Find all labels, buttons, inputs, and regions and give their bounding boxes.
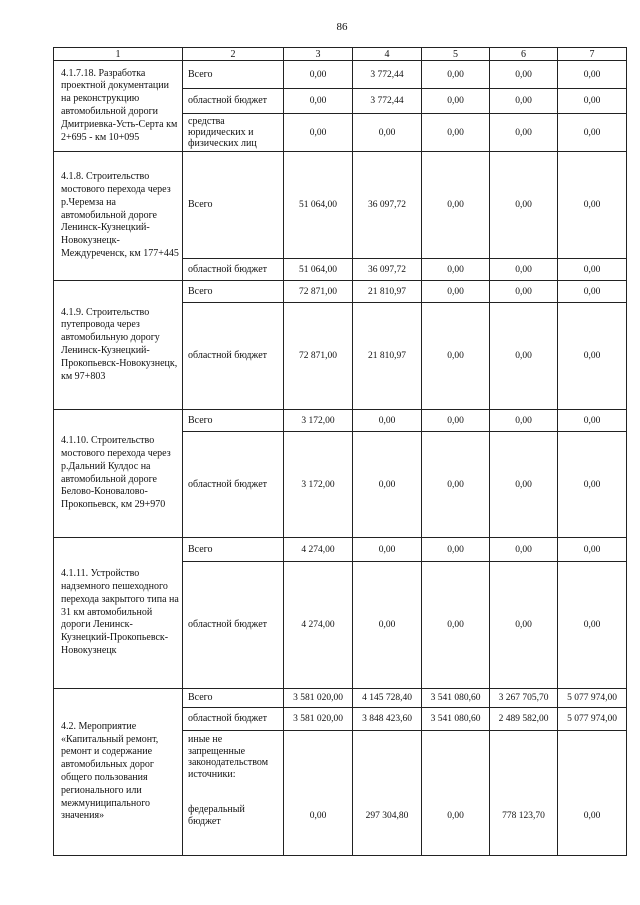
funding-source: Всего: [183, 410, 284, 432]
table-row: [54, 281, 627, 303]
value-col-6: 0,00: [490, 303, 558, 410]
value-col-5: 0,00: [422, 61, 490, 89]
value-col-4: 0,00: [353, 410, 422, 432]
value-col-5: 0,00: [422, 410, 490, 432]
value-col-6: 0,00: [490, 281, 558, 303]
funding-source-label: иные не запрещенные законодательством источники:: [188, 734, 269, 780]
value-col-7: 0,00: [558, 259, 627, 281]
value-col-5: 0,00: [422, 281, 490, 303]
value-col-5: 3 541 080,60: [422, 708, 490, 731]
value-col-5: 0,00: [422, 432, 490, 538]
value-col-6: 0,00: [490, 259, 558, 281]
value-col-3: 4 274,00: [284, 562, 353, 689]
value-col-7: 5 077 974,00: [558, 689, 627, 708]
value-col-7: 0,00: [558, 538, 627, 562]
value-col-4: 36 097,72: [353, 152, 422, 259]
value-col-3: 4 274,00: [284, 538, 353, 562]
column-number-1: 1: [54, 48, 183, 61]
funding-source: средства юридических и физических лиц: [183, 114, 284, 152]
value-col-4: 297 304,80: [353, 731, 422, 856]
value-col-4: 4 145 728,40: [353, 689, 422, 708]
funding-source: [183, 731, 284, 856]
table-row: [54, 61, 627, 89]
funding-source: Всего: [183, 538, 284, 562]
funding-source: областной бюджет: [183, 303, 284, 410]
funding-source: Всего: [183, 152, 284, 259]
value-col-6: 0,00: [490, 538, 558, 562]
value-col-5: 3 541 080,60: [422, 689, 490, 708]
value-col-6: 778 123,70: [490, 731, 558, 856]
value-col-5: 0,00: [422, 538, 490, 562]
value-col-5: 0,00: [422, 731, 490, 856]
measure-title: 4.2. Мероприятие «Капитальный ремонт, ремонт и содержание автомобильных дорог общего пользования регионального или межмуниципального значения»: [54, 689, 183, 856]
value-col-6: 0,00: [490, 114, 558, 152]
funding-source: областной бюджет: [183, 562, 284, 689]
column-number-3: 3: [284, 48, 353, 61]
value-col-7: 0,00: [558, 152, 627, 259]
value-col-7: 0,00: [558, 410, 627, 432]
value-col-5: 0,00: [422, 152, 490, 259]
value-col-5: 0,00: [422, 562, 490, 689]
funding-source: Всего: [183, 61, 284, 89]
value-col-7: 0,00: [558, 303, 627, 410]
value-col-5: 0,00: [422, 259, 490, 281]
value-col-7: 0,00: [558, 61, 627, 89]
column-number-2: 2: [183, 48, 284, 61]
value-col-3: 3 581 020,00: [284, 689, 353, 708]
value-col-3: 72 871,00: [284, 303, 353, 410]
value-col-5: 0,00: [422, 303, 490, 410]
funding-source: областной бюджет: [183, 708, 284, 731]
column-number-4: 4: [353, 48, 422, 61]
value-col-4: 0,00: [353, 432, 422, 538]
value-col-6: 0,00: [490, 562, 558, 689]
funding-source: областной бюджет: [183, 259, 284, 281]
value-col-4: 3 772,44: [353, 89, 422, 114]
table-row: [54, 410, 627, 432]
budget-table: [53, 47, 627, 856]
header-row: [54, 48, 627, 61]
value-col-6: 0,00: [490, 410, 558, 432]
measure-title: 4.1.11. Устройство надземного пешеходного перехода закрытого типа на 31 км автомобильной дороги Ленинск-Кузнецкий-Прокопьевск-Новокузнецк: [54, 538, 183, 689]
value-col-4: 36 097,72: [353, 259, 422, 281]
funding-source: Всего: [183, 281, 284, 303]
page-number: 86: [336, 21, 348, 33]
value-col-3: 3 172,00: [284, 432, 353, 538]
value-col-6: 0,00: [490, 432, 558, 538]
value-col-4: 21 810,97: [353, 303, 422, 410]
table-row: [54, 689, 627, 708]
column-number-5: 5: [422, 48, 490, 61]
value-col-6: 0,00: [490, 152, 558, 259]
measure-title: 4.1.9. Строительство путепровода через автомобильную дорогу Ленинск-Кузнецкий-Прокопьевск-Новокузнецк, км 97+803: [54, 281, 183, 410]
funding-source: областной бюджет: [183, 432, 284, 538]
measure-title: 4.1.7.18. Разработка проектной документации на реконструкцию автомобильной дороги Дмитриевка-Усть-Серта км 2+695 - км 10+095: [54, 61, 183, 152]
value-col-3: 0,00: [284, 731, 353, 856]
value-col-4: 0,00: [353, 538, 422, 562]
column-number-6: 6: [490, 48, 558, 61]
measure-title: 4.1.10. Строительство мостового перехода через р.Дальний Кулдос на автомобильной дороге Белово-Коновалово-Прокопьевск, км 29+970: [54, 410, 183, 538]
value-col-5: 0,00: [422, 114, 490, 152]
funding-source: областной бюджет: [183, 89, 284, 114]
value-col-3: 51 064,00: [284, 152, 353, 259]
value-col-4: 3 848 423,60: [353, 708, 422, 731]
value-col-3: 51 064,00: [284, 259, 353, 281]
funding-source: Всего: [183, 689, 284, 708]
column-number-7: 7: [558, 48, 627, 61]
value-col-7: 0,00: [558, 89, 627, 114]
value-col-3: 3 581 020,00: [284, 708, 353, 731]
value-col-7: 0,00: [558, 114, 627, 152]
value-col-6: 2 489 582,00: [490, 708, 558, 731]
value-col-3: 0,00: [284, 89, 353, 114]
table-row: [54, 152, 627, 259]
value-col-4: 3 772,44: [353, 61, 422, 89]
value-col-7: 0,00: [558, 731, 627, 856]
value-col-7: 0,00: [558, 432, 627, 538]
funding-sub-source-label: федеральный бюджет: [188, 804, 245, 827]
table-row: [54, 538, 627, 562]
value-col-7: 5 077 974,00: [558, 708, 627, 731]
value-col-4: 21 810,97: [353, 281, 422, 303]
value-col-3: 0,00: [284, 114, 353, 152]
value-col-6: 0,00: [490, 61, 558, 89]
value-col-6: 0,00: [490, 89, 558, 114]
value-col-7: 0,00: [558, 562, 627, 689]
value-col-3: 3 172,00: [284, 410, 353, 432]
value-col-4: 0,00: [353, 114, 422, 152]
measure-title: 4.1.8. Строительство мостового перехода через р.Черемза на автомобильной дороге Ленинск-Кузнецкий-Новокузнецк-Междуреченск, км 177+445: [54, 152, 183, 281]
value-col-5: 0,00: [422, 89, 490, 114]
value-col-6: 3 267 705,70: [490, 689, 558, 708]
value-col-3: 0,00: [284, 61, 353, 89]
value-col-4: 0,00: [353, 562, 422, 689]
value-col-3: 72 871,00: [284, 281, 353, 303]
value-col-7: 0,00: [558, 281, 627, 303]
